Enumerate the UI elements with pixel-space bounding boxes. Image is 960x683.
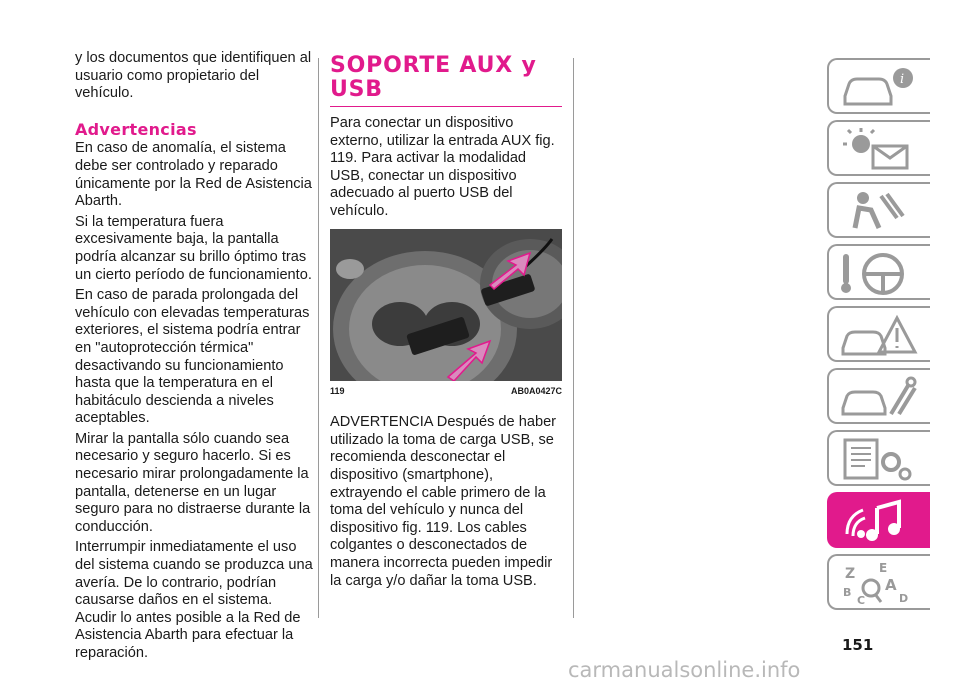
figure-caption	[330, 383, 562, 401]
page-number: 151	[842, 636, 874, 654]
paragraph: En caso de anomalía, el sistema debe ser controlado y reparado únicamente por la Red de Asistencia Abarth.	[75, 140, 312, 210]
svg-text:i: i	[900, 72, 905, 87]
car-tools-icon	[839, 374, 919, 420]
tab-technical-data[interactable]	[827, 430, 930, 486]
section-title: SOPORTE AUX y USB	[330, 54, 562, 107]
tab-multimedia[interactable]	[827, 492, 930, 548]
paragraph: Interrumpir inmediatamente el uso del sistema cuando se produzca una avería. De lo contrario, podrían causarse daños en el sistema. Acudir lo antes posible a la Red de Asistencia Abarth para efectuar la reparación.	[75, 539, 313, 661]
paragraph: Si la temperatura fuera excesivamente baja, la pantalla podría alcanzar su brillo óptimo tras un cierto período de funcionamiento.	[75, 213, 312, 283]
intro-text: y los documentos que identifiquen al usuario como propietario del vehículo.	[75, 50, 312, 102]
usb-aux-photo	[330, 229, 562, 381]
section-heading: Advertencias	[75, 119, 197, 139]
watermark: carmanualsonline.info	[568, 658, 801, 682]
tab-safety[interactable]	[827, 182, 930, 238]
svg-text:E: E	[879, 561, 888, 575]
tab-emergency[interactable]	[827, 306, 930, 362]
left-column	[75, 50, 313, 666]
tab-car-info[interactable]	[827, 58, 930, 114]
tab-warning-lights[interactable]	[827, 120, 930, 176]
steering-wheel-key-icon	[839, 250, 919, 296]
chapter-tabs	[827, 58, 930, 616]
paragraph: Mirar la pantalla sólo cuando sea necesario y seguro hacerlo. Si es necesario mirar prolongadamente la pantalla, detenerse en un lugar seguro para no distraerse durante la conducción.	[75, 430, 311, 535]
svg-text:D: D	[899, 592, 909, 605]
multimedia-note-icon	[839, 498, 919, 544]
warning-text: ADVERTENCIA Después de haber utilizado la toma de carga USB, se recomienda desconectar el dispositivo (smartphone), extrayendo el cable primero de la toma del vehículo y nunca del dispositivo fig. 119. Los cables colgantes o desconectados de manera incorrecta pueden impedir la carga y/o dañar la toma USB.	[330, 414, 557, 589]
paragraph: En caso de parada prolongada del vehículo con elevadas temperaturas exteriores, el sistema podría entrar en "autoprotección térmica" desactivando su funcionamiento hasta que la temperatura en el habitáculo descienda a niveles aceptables.	[75, 287, 310, 427]
technical-data-gears-icon	[839, 436, 919, 482]
svg-text:Z: Z	[845, 566, 856, 582]
svg-text:C: C	[857, 594, 866, 606]
warning-light-message-icon	[839, 126, 919, 172]
right-column	[330, 50, 562, 593]
svg-text:B: B	[843, 586, 852, 599]
column-divider	[318, 58, 319, 618]
tab-index[interactable]	[827, 554, 930, 610]
tab-maintenance[interactable]	[827, 368, 930, 424]
figure-number: 119	[330, 385, 345, 396]
tab-starting-driving[interactable]	[827, 244, 930, 300]
alphabetical-index-icon	[839, 560, 919, 606]
figure-code: AB0A0427C	[510, 385, 562, 396]
car-accident-icon	[839, 312, 919, 358]
intro-text: Para conectar un dispositivo externo, utilizar la entrada AUX fig. 119. Para activar la modalidad USB, conectar un dispositivo adecuado al puerto USB del vehículo.	[330, 115, 555, 219]
svg-text:A: A	[885, 576, 897, 594]
column-divider	[573, 58, 574, 618]
airbag-seat-icon	[839, 188, 919, 234]
car-info-icon	[839, 64, 919, 110]
